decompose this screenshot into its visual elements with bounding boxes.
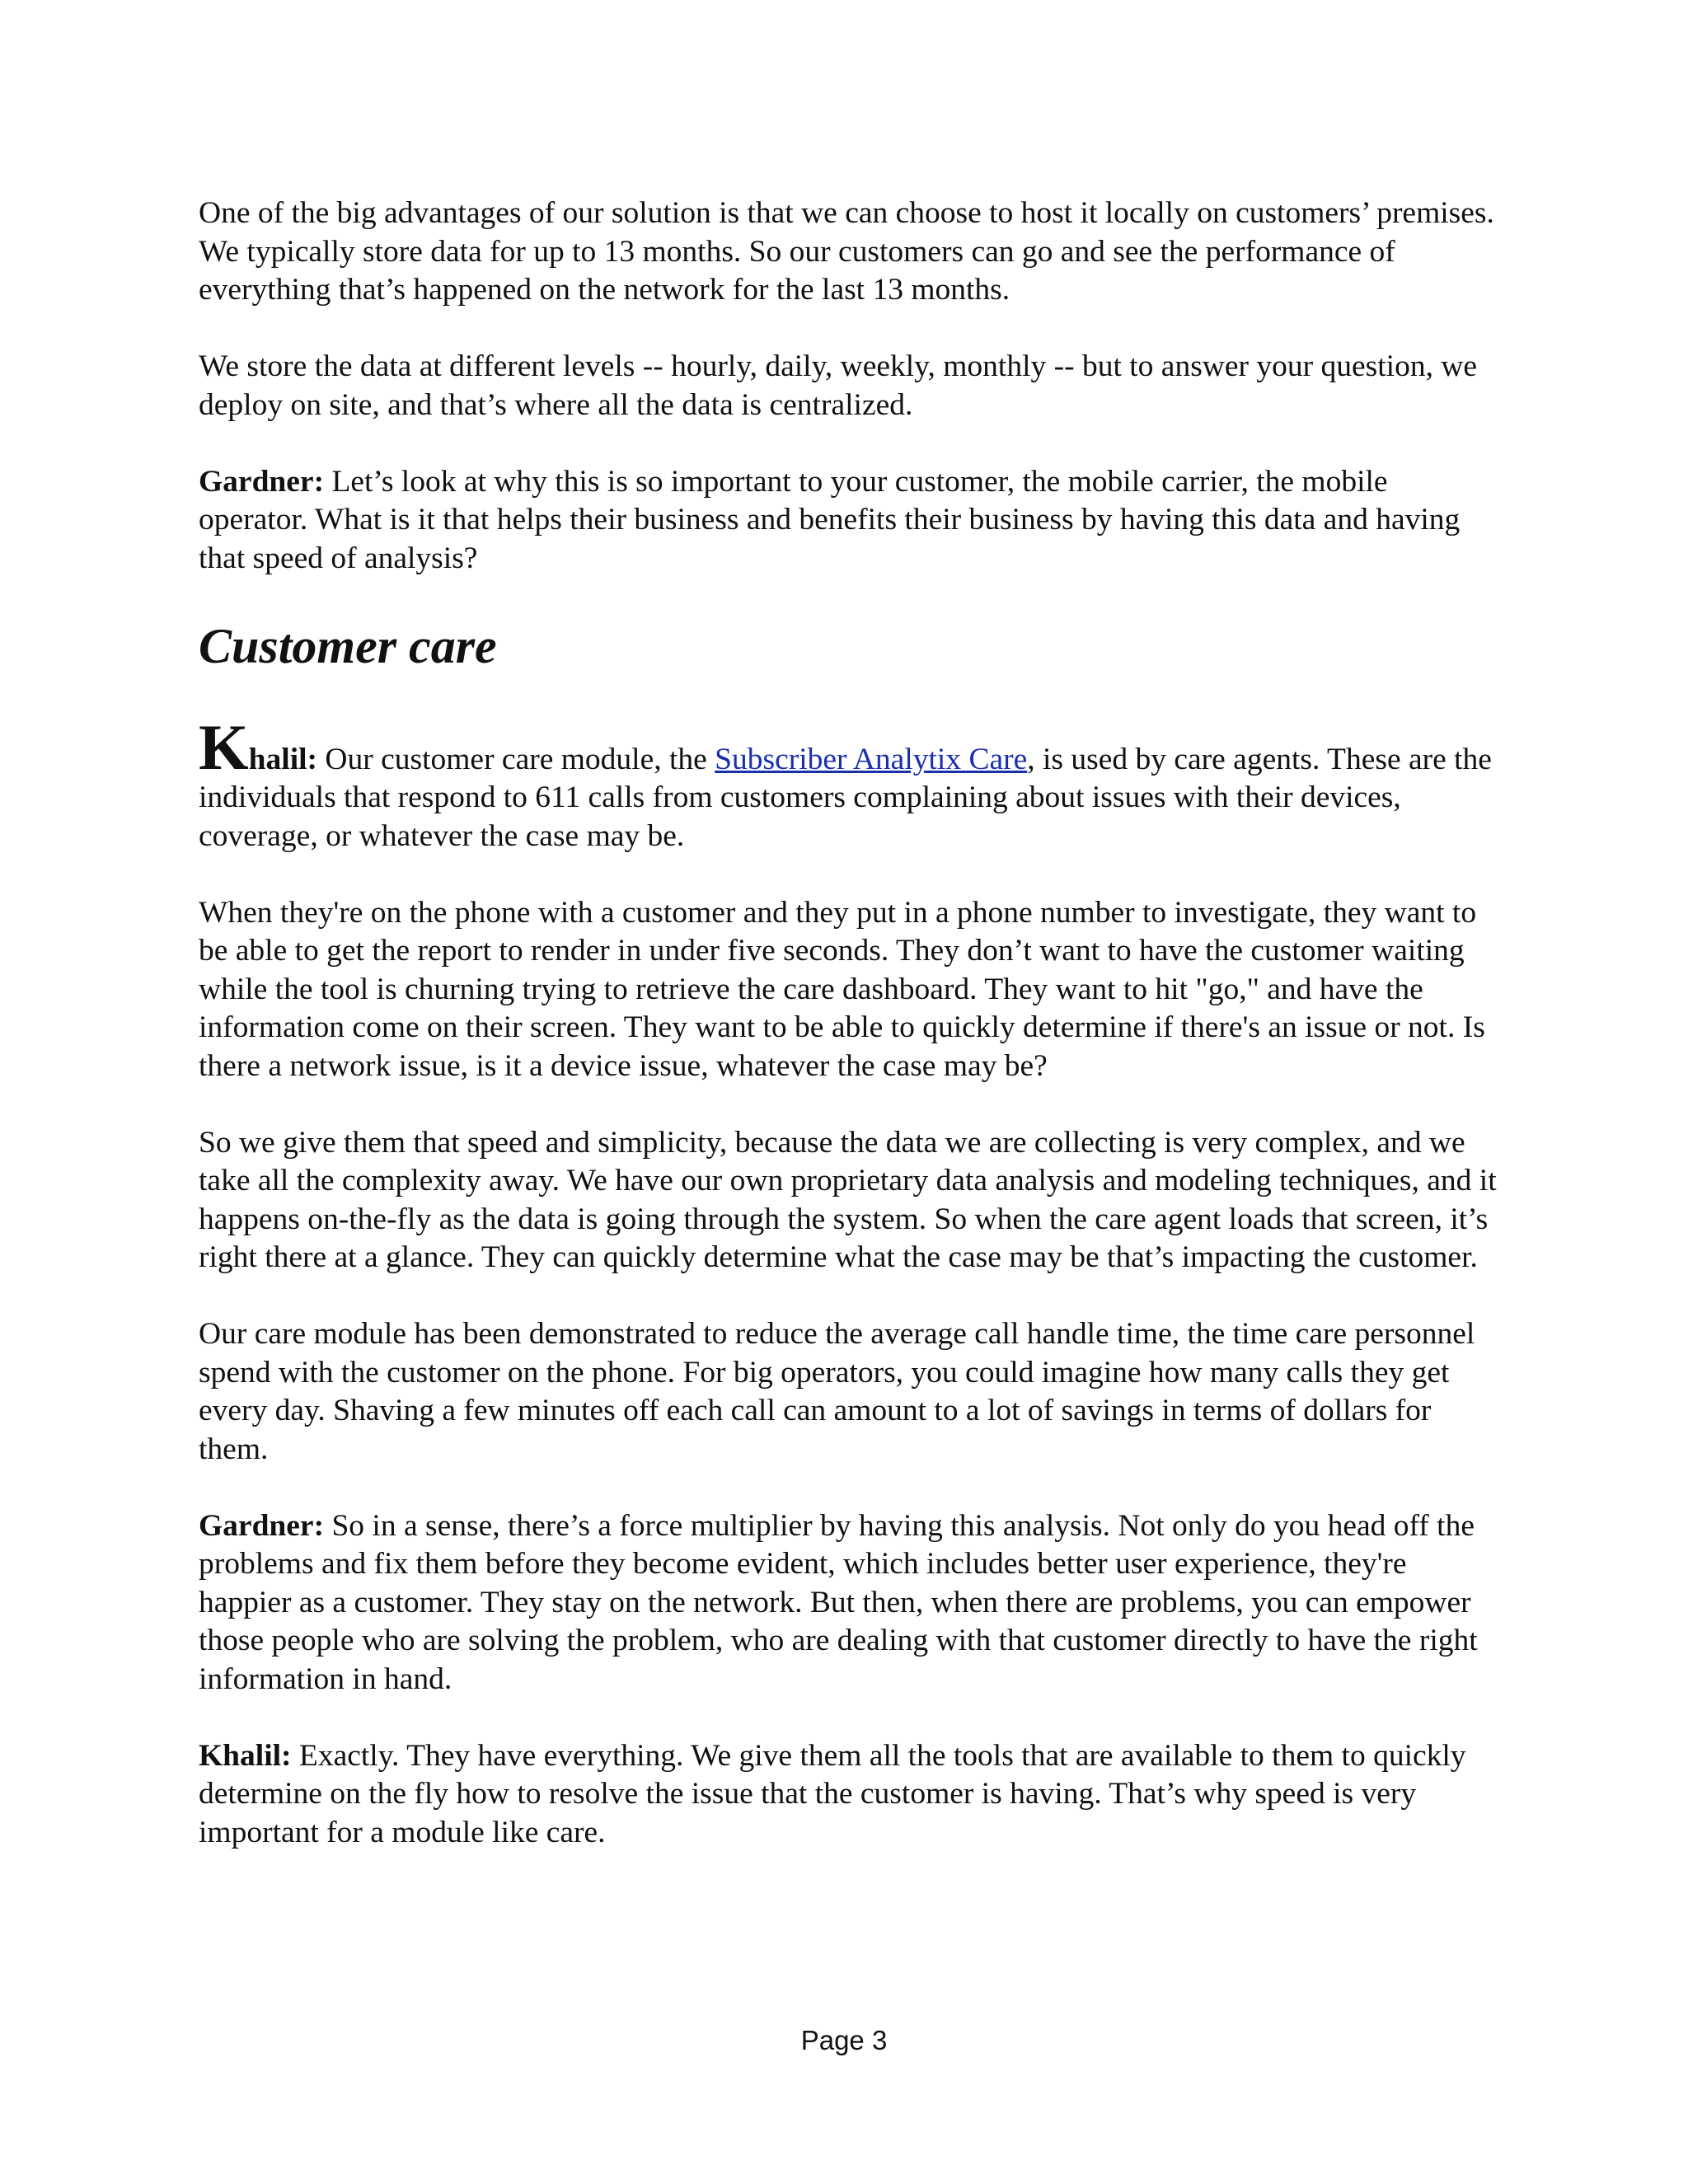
paragraph-phone-investigation: When they're on the phone with a customer and they put in a phone number to investigate, they want to be able to get the report to render in under five seconds. They don’t want to have the customer waiting while the tool is churning trying to retrieve the care dashboard. They want to hit "go," and have the information come on their screen. They want to be able to quickly determine if there's an issue or not. Is there a network issue, is it a device issue, whatever the case may be?	[199, 895, 1485, 1083]
subscriber-analytix-care-link[interactable]: Subscriber Analytix Care	[715, 742, 1028, 776]
speaker-label-rest: halil:	[248, 742, 318, 776]
khalil-answer-care-module	[199, 710, 1501, 856]
speaker-label-gardner: Gardner:	[199, 1508, 325, 1543]
page-body	[199, 194, 1501, 1891]
section-heading: Customer care	[199, 618, 497, 673]
khalil-answer-tools	[199, 1737, 1501, 1853]
answer-text-after-link: , is used by care agents. These are the individuals that respond to 611 calls from customers complaining about issues with their devices, coverage, or whatever the case may be.	[199, 742, 1492, 853]
paragraph-speed-simplicity: So we give them that speed and simplicity, because the data we are collecting is very complex, and we take all the complexity away. We have our own proprietary data analysis and modeling techniques, and it happens on-the-fly as the data is going through the system. So when the care agent loads that screen, it’s right there at a glance. They can quickly determine what the case may be that’s impacting the customer.	[199, 1125, 1497, 1274]
answer-text: Exactly. They have everything. We give them all the tools that are available to them to quickly determine on the fly how to resolve the issue that the customer is having. That’s why speed is very important for a module like care.	[199, 1738, 1466, 1849]
drop-cap-letter: K	[199, 710, 249, 783]
gardner-question-importance	[199, 463, 1501, 579]
question-text: Let’s look at why this is so important to your customer, the mobile carrier, the mobile operator. What is it that helps their business and benefits their business by having this data and having that speed of analysis?	[199, 464, 1461, 575]
paragraph-call-handle-time: Our care module has been demonstrated to reduce the average call handle time, the time care personnel spend with the customer on the phone. For big operators, you could imagine how many calls they get every day. Shaving a few minutes off each call can amount to a lot of savings in terms of dollars for them.	[199, 1317, 1475, 1466]
gardner-question-force-multiplier	[199, 1507, 1501, 1699]
answer-text-before-link: Our customer care module, the	[317, 742, 715, 776]
paragraph-data-levels: We store the data at different levels -- hourly, daily, weekly, monthly -- but to answer your question, we deploy on site, and that’s where all the data is centralized.	[199, 349, 1478, 422]
speaker-label-gardner: Gardner:	[199, 464, 325, 499]
question-text: So in a sense, there’s a force multiplier by having this analysis. Not only do you head off the problems and fix them before they become evident, which includes better user experience, they're happier as a customer. They stay on the network. But then, when there are problems, you can empower those people who are solving the problem, who are dealing with that customer directly to have the right information in hand.	[199, 1508, 1478, 1696]
page-number: Page 3	[800, 2025, 888, 2055]
speaker-label-khalil	[199, 710, 318, 783]
paragraph-hosting: One of the big advantages of our solution is that we can choose to host it locally on customers’ premises. We typically store data for up to 13 months. So our customers can go and see the performance of everything that’s happened on the network for the last 13 months.	[199, 196, 1494, 307]
speaker-label-khalil: Khalil:	[199, 1738, 292, 1773]
